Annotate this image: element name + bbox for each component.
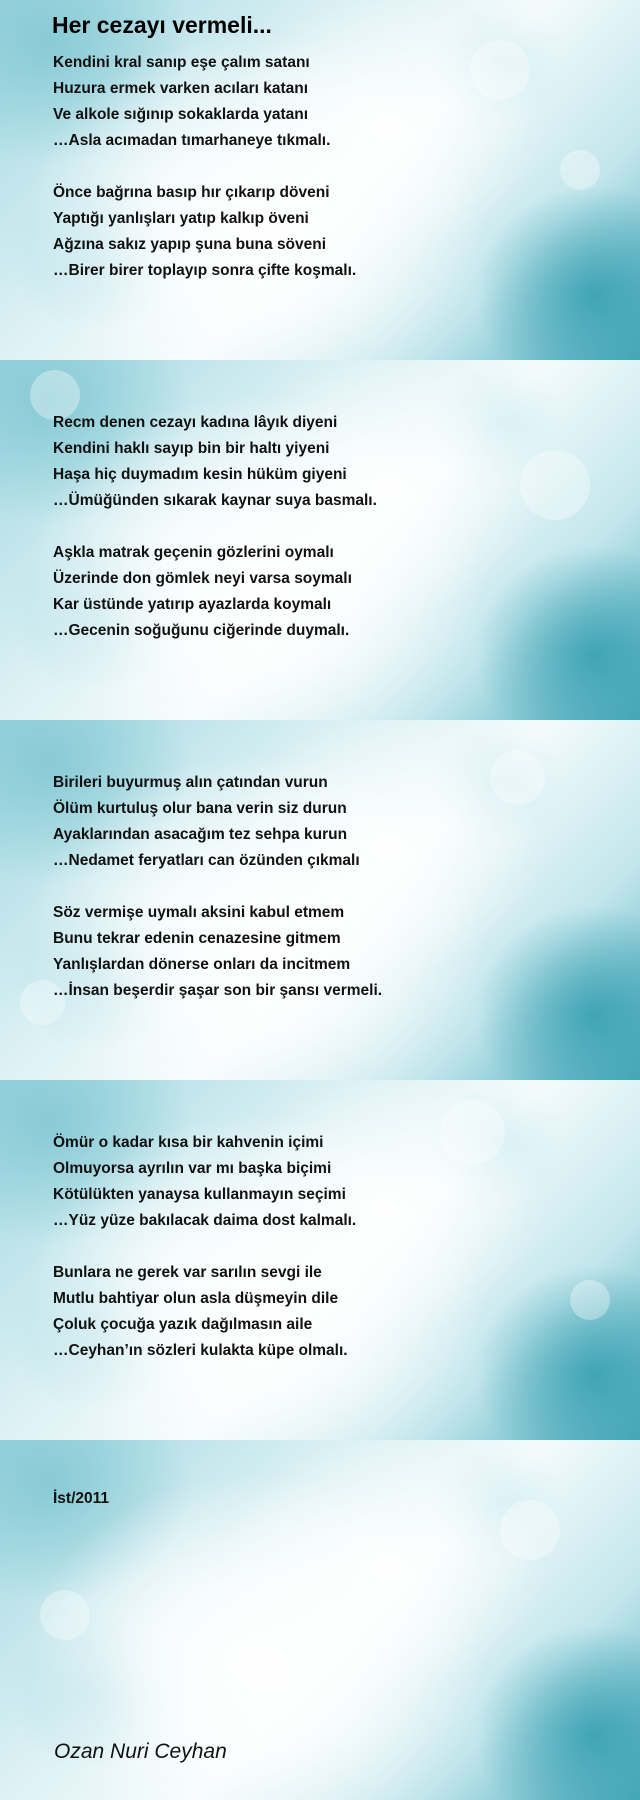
poem-line: …İnsan beşerdir şaşar son bir şansı vermeli. (53, 982, 383, 999)
poem-line: Ve alkole sığınıp sokaklarda yatanı (53, 106, 309, 123)
poem-line: …Ceyhan’ın sözleri kulakta küpe olmalı. (53, 1342, 348, 1359)
stanza (53, 1130, 356, 1234)
poem-line: Çoluk çocuğa yazık dağılmasın aile (53, 1316, 313, 1333)
bokeh-light (440, 1100, 505, 1165)
poem-line: Bunu tekrar edenin cenazesine gitmem (53, 930, 341, 947)
poem-line: Kendini kral sanıp eşe çalım satanı (53, 54, 310, 71)
poem-line: Huzura ermek varken acıları katanı (53, 80, 309, 97)
poem-line: Yaptığı yanlışları yatıp kalkıp öveni (53, 210, 309, 227)
poem-line: Bunlara ne gerek var sarılın sevgi ile (53, 1264, 322, 1281)
poem-line: …Gecenin soğuğunu ciğerinde duymalı. (53, 622, 350, 639)
stanza (53, 540, 352, 644)
stanza (53, 50, 330, 154)
bokeh-light (500, 1500, 560, 1560)
poem-line: Ayaklarından asacağım tez sehpa kurun (53, 826, 348, 843)
poem-line: Ölüm kurtuluş olur bana verin siz durun (53, 800, 347, 817)
poem-line: Yanlışlardan dönerse onları da incitmem (53, 956, 351, 973)
bokeh-light (470, 40, 530, 100)
poem-line: Söz vermişe uymalı aksini kabul etmem (53, 904, 345, 921)
poem-line: Birileri buyurmuş alın çatından vurun (53, 774, 328, 791)
bokeh-light (560, 150, 600, 190)
poem-author: Ozan Nuri Ceyhan (54, 1740, 227, 1763)
poem-title: Her cezayı vermeli... (52, 12, 272, 38)
poem-line: Kötülükten yanaysa kullanmayın seçimi (53, 1186, 346, 1203)
poem-line: …Asla acımadan tımarhaneye tıkmalı. (53, 132, 331, 149)
stanza (53, 410, 377, 514)
poem-line: Olmuyorsa ayrılın var mı başka biçimi (53, 1160, 332, 1177)
poem-panel-1 (0, 0, 640, 360)
poem-panel-2 (0, 360, 640, 720)
poem-line: Recm denen cezayı kadına lâyık diyeni (53, 414, 338, 431)
poem-line: Mutlu bahtiyar olun asla düşmeyin dile (53, 1290, 339, 1307)
poem-line: Haşa hiç duymadım kesin hüküm giyeni (53, 466, 347, 483)
poem-line: Ömür o kadar kısa bir kahvenin içimi (53, 1134, 324, 1151)
poem-line: …Yüz yüze bakılacak daima dost kalmalı. (53, 1212, 357, 1229)
bokeh-light (40, 1590, 90, 1640)
bokeh-light (520, 450, 590, 520)
poem-panel-4 (0, 1080, 640, 1440)
poem-line: …Nedamet feryatları can özünden çıkmalı (53, 852, 360, 869)
stanza (53, 770, 360, 874)
poem-line: Önce bağrına basıp hır çıkarıp döveni (53, 184, 330, 201)
poem-date: İst/2011 (53, 1490, 110, 1507)
poem-line: Kendini haklı sayıp bin bir haltı yiyeni (53, 440, 330, 457)
poem-line: Üzerinde don gömlek neyi varsa soymalı (53, 570, 352, 587)
poem-line: Kar üstünde yatırıp ayazlarda koymalı (53, 596, 332, 613)
stanza (53, 1260, 348, 1364)
poem-line: …Birer birer toplayıp sonra çifte koşmalı. (53, 262, 357, 279)
stanza (53, 900, 382, 1004)
poem-line: Ağzına sakız yapıp şuna buna söveni (53, 236, 327, 253)
poem-panel-3 (0, 720, 640, 1080)
bokeh-light (490, 750, 545, 805)
bokeh-light (570, 1280, 610, 1320)
poem-panel-5 (0, 1440, 640, 1800)
poem-line: …Ümüğünden sıkarak kaynar suya basmalı. (53, 492, 377, 509)
stanza (53, 180, 356, 284)
poem-line: Aşkla matrak geçenin gözlerini oymalı (53, 544, 334, 561)
